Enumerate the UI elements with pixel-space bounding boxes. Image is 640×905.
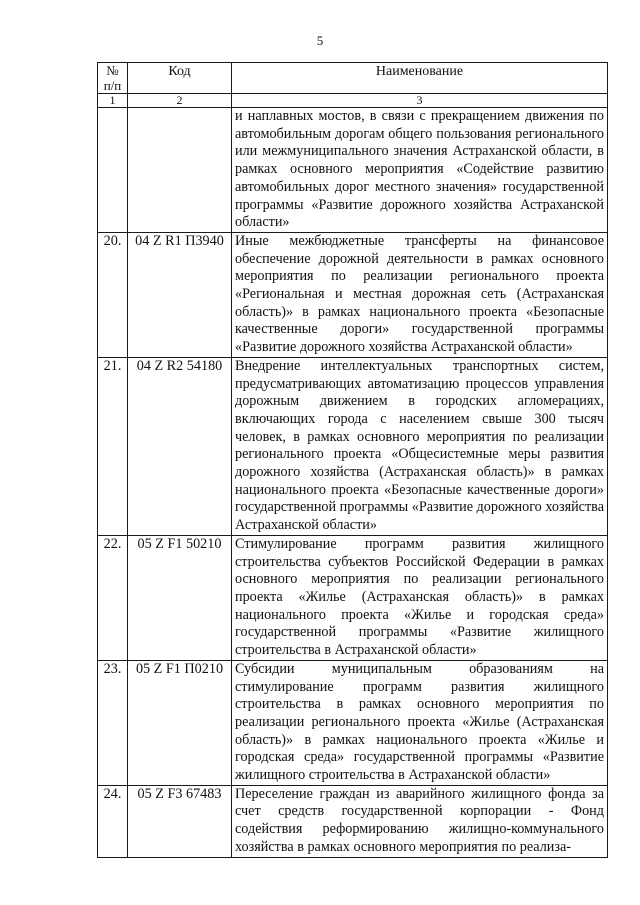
row-code: 05 Z F1 П0210 xyxy=(128,660,232,785)
header-name: Наименование xyxy=(232,63,608,94)
row-name: и наплавных мостов, в связи с прекращением движения по автомобильным дорогам общего пользования регионального или межмуниципального значения Астраханской области, в рамках основного мероприятия «Содействие развитию автомобильных дорог местного значения» государственной программы «Развитие дорожного хозяйства Астраханской области» xyxy=(232,108,608,233)
table-row xyxy=(98,660,608,785)
document-table xyxy=(97,62,608,858)
table-row xyxy=(98,108,608,233)
row-code: 04 Z R2 54180 xyxy=(128,357,232,535)
row-code xyxy=(128,108,232,233)
table-row xyxy=(98,785,608,857)
row-code: 05 Z F3 67483 xyxy=(128,785,232,857)
row-name: Иные межбюджетные трансферты на финансовое обеспечение дорожной деятельности в рамках основного мероприятия по реализации регионального проекта «Региональная и местная дорожная сеть (Астраханская область)» в рамках национального проекта «Безопасные качественные дороги» государственной программы «Развитие дорожного хозяйства Астраханской области» xyxy=(232,232,608,357)
row-name: Субсидии муниципальным образованиям на стимулирование программ развития жилищного строительства в рамках основного мероприятия по реализации регионального проекта «Жилье (Астраханская область)» в рамках национального проекта «Жилье и городская среда» государственной программы «Развитие жилищного строительства в Астраханской области» xyxy=(232,660,608,785)
column-index: 3 xyxy=(232,94,608,108)
table-header-row xyxy=(98,63,608,94)
table-row xyxy=(98,535,608,660)
table-row xyxy=(98,232,608,357)
row-number xyxy=(98,108,128,233)
row-number: 23. xyxy=(98,660,128,785)
column-index-row xyxy=(98,94,608,108)
row-number: 24. xyxy=(98,785,128,857)
row-code: 05 Z F1 50210 xyxy=(128,535,232,660)
page-number: 5 xyxy=(316,33,324,48)
row-number: 22. xyxy=(98,535,128,660)
row-name: Стимулирование программ развития жилищного строительства субъектов Российской Федерации в рамках основного мероприятия по реализации регионального проекта «Жилье (Астраханская область)» в рамках национального проекта «Жилье и городская среда» государственной программы «Развитие жилищного строительства в Астраханской области» xyxy=(232,535,608,660)
row-name: Переселение граждан из аварийного жилищного фонда за счет средств государственной корпорации - Фонд содействия реформированию жилищно-коммунального хозяйства в рамках основного мероприятия по реализа- xyxy=(232,785,608,857)
header-code: Код xyxy=(128,63,232,94)
row-number: 20. xyxy=(98,232,128,357)
row-number: 21. xyxy=(98,357,128,535)
header-number: № п/п xyxy=(98,63,128,94)
row-code: 04 Z R1 П3940 xyxy=(128,232,232,357)
table-row xyxy=(98,357,608,535)
column-index: 2 xyxy=(128,94,232,108)
column-index: 1 xyxy=(98,94,128,108)
row-name: Внедрение интеллектуальных транспортных систем, предусматривающих автоматизацию процессов управления дорожным движением в городских агломерациях, включающих города с населением свыше 300 тысяч человек, в рамках основного мероприятия по реализации регионального проекта «Общесистемные меры развития дорожного хозяйства (Астраханская область)» в рамках национального проекта «Безопасные качественные дороги» государственной программы «Развитие дорожного хозяйства Астраханской области» xyxy=(232,357,608,535)
